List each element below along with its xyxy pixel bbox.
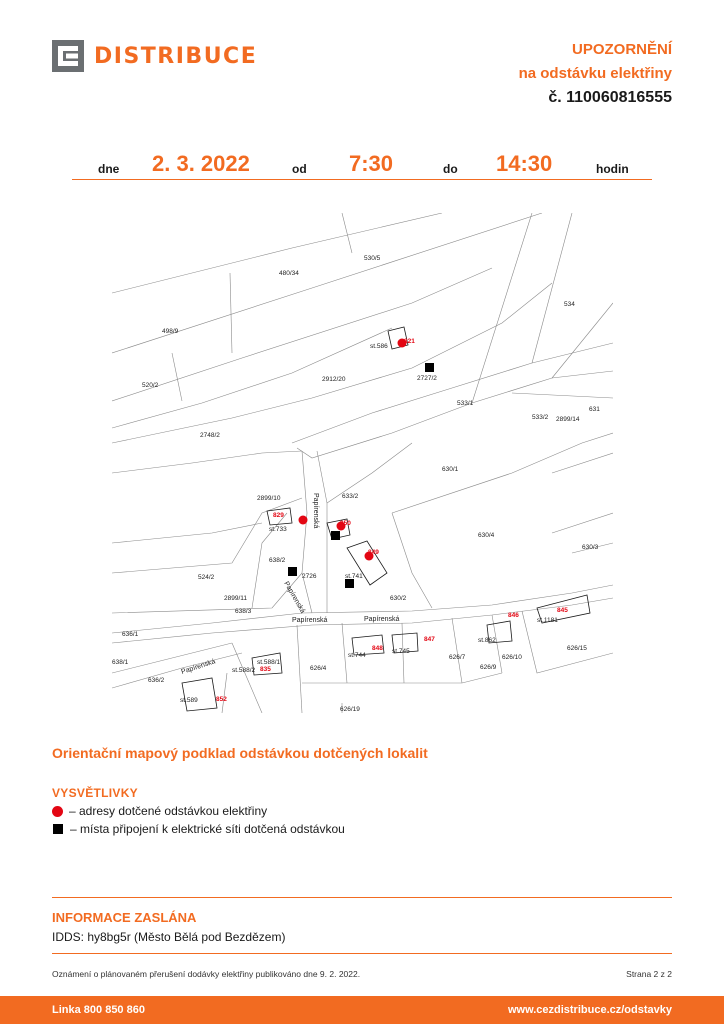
svg-text:2899/14: 2899/14 bbox=[556, 416, 580, 423]
svg-text:2727/2: 2727/2 bbox=[417, 375, 437, 382]
svg-text:630/4: 630/4 bbox=[478, 532, 495, 539]
legend-item bbox=[52, 804, 267, 818]
svg-text:530/5: 530/5 bbox=[364, 255, 381, 262]
red-dot-icon bbox=[52, 806, 63, 817]
notice-header bbox=[519, 38, 672, 110]
svg-text:498/9: 498/9 bbox=[162, 328, 179, 335]
svg-text:st.589: st.589 bbox=[180, 697, 198, 704]
svg-text:Papírenská: Papírenská bbox=[312, 493, 319, 529]
svg-text:636/1: 636/1 bbox=[122, 631, 139, 638]
svg-text:480/34: 480/34 bbox=[279, 270, 299, 277]
svg-text:2748/2: 2748/2 bbox=[200, 432, 220, 439]
divider bbox=[52, 897, 672, 898]
day-label: dne bbox=[98, 162, 120, 176]
svg-text:st.741: st.741 bbox=[345, 573, 363, 580]
svg-text:626/15: 626/15 bbox=[567, 645, 587, 652]
website-link[interactable]: www.cezdistribuce.cz/odstavky bbox=[507, 1004, 672, 1016]
svg-text:849: 849 bbox=[368, 549, 379, 556]
page-number: Strana 2 z 2 bbox=[626, 969, 672, 979]
from-label: od bbox=[292, 162, 307, 176]
outage-date: 2. 3. 2022 bbox=[152, 151, 250, 176]
logo bbox=[52, 40, 257, 72]
info-title: INFORMACE ZASLÁNA bbox=[52, 910, 197, 925]
legend-title: VYSVĚTLIVKY bbox=[52, 786, 138, 800]
legend-item bbox=[52, 822, 345, 836]
notice-subtitle: na odstávku elektřiny bbox=[518, 65, 672, 82]
cadastral-map bbox=[112, 213, 613, 713]
svg-text:835: 835 bbox=[260, 666, 271, 673]
svg-text:630/1: 630/1 bbox=[442, 466, 459, 473]
svg-text:847: 847 bbox=[424, 636, 435, 643]
svg-text:st.744: st.744 bbox=[348, 652, 366, 659]
svg-text:st.588/2: st.588/2 bbox=[232, 667, 256, 674]
map-svg bbox=[112, 213, 613, 713]
svg-text:626/9: 626/9 bbox=[480, 664, 497, 671]
svg-text:524/2: 524/2 bbox=[198, 574, 215, 581]
svg-text:533/2: 533/2 bbox=[532, 414, 549, 421]
svg-text:631: 631 bbox=[589, 406, 600, 413]
svg-text:2912/20: 2912/20 bbox=[322, 376, 346, 383]
svg-text:626/7: 626/7 bbox=[449, 654, 466, 661]
svg-text:533/1: 533/1 bbox=[457, 400, 474, 407]
black-square-icon bbox=[53, 824, 63, 834]
divider bbox=[52, 953, 672, 954]
svg-text:638/1: 638/1 bbox=[112, 659, 129, 666]
legend-text: – místa připojení k elektrické síti dotčená odstávkou bbox=[70, 822, 345, 836]
from-time: 7:30 bbox=[349, 151, 394, 176]
svg-text:Papírenská: Papírenská bbox=[180, 658, 217, 676]
svg-text:638/3: 638/3 bbox=[235, 608, 252, 615]
svg-text:Papírenská: Papírenská bbox=[282, 580, 307, 615]
svg-text:846: 846 bbox=[508, 612, 519, 619]
svg-text:633/2: 633/2 bbox=[342, 493, 359, 500]
svg-text:845: 845 bbox=[557, 607, 568, 614]
svg-text:630/3: 630/3 bbox=[582, 544, 599, 551]
notice-number: č. 110060816555 bbox=[548, 89, 672, 106]
svg-text:st.733: st.733 bbox=[269, 526, 287, 533]
svg-text:626/4: 626/4 bbox=[310, 665, 327, 672]
svg-text:626/10: 626/10 bbox=[502, 654, 522, 661]
notice-title: UPOZORNĚNÍ bbox=[571, 41, 672, 58]
svg-text:852: 852 bbox=[216, 696, 227, 703]
svg-text:520/2: 520/2 bbox=[142, 382, 159, 389]
svg-text:st.586: st.586 bbox=[370, 343, 388, 350]
svg-text:630/2: 630/2 bbox=[390, 595, 407, 602]
svg-text:821: 821 bbox=[404, 338, 415, 345]
to-label: do bbox=[443, 162, 458, 176]
svg-text:848: 848 bbox=[372, 645, 383, 652]
svg-text:st.1181: st.1181 bbox=[537, 617, 558, 624]
svg-text:2726: 2726 bbox=[302, 573, 317, 580]
cez-logo-icon bbox=[52, 40, 84, 72]
brand-name: DISTRIBUCE bbox=[94, 43, 258, 69]
svg-text:829: 829 bbox=[273, 512, 284, 519]
svg-text:st.588/1: st.588/1 bbox=[257, 659, 281, 666]
schedule-row bbox=[72, 148, 652, 180]
svg-text:st.745: st.745 bbox=[392, 648, 410, 655]
svg-text:850: 850 bbox=[340, 520, 351, 527]
map-caption: Orientační mapový podklad odstávkou dotčených lokalit bbox=[52, 745, 428, 761]
to-time: 14:30 bbox=[496, 151, 553, 176]
svg-text:2899/10: 2899/10 bbox=[257, 495, 281, 502]
svg-text:638/2: 638/2 bbox=[269, 557, 286, 564]
info-text: IDDS: hy8bg5r (Město Bělá pod Bezdězem) bbox=[52, 930, 286, 944]
svg-text:st.862: st.862 bbox=[478, 637, 496, 644]
svg-text:2899/11: 2899/11 bbox=[224, 595, 248, 602]
publication-note: Oznámení o plánovaném přerušení dodávky elektřiny publikováno dne 9. 2. 2022. bbox=[52, 969, 361, 979]
svg-text:Papírenská: Papírenská bbox=[364, 616, 400, 623]
hotline-phone: Linka 800 850 860 bbox=[52, 1004, 145, 1016]
footer-bar bbox=[0, 996, 724, 1024]
svg-text:Papírenská: Papírenská bbox=[292, 617, 328, 624]
svg-text:534: 534 bbox=[564, 301, 575, 308]
svg-text:626/19: 626/19 bbox=[340, 706, 360, 713]
unit-label: hodin bbox=[596, 162, 629, 176]
legend-text: – adresy dotčené odstávkou elektřiny bbox=[69, 804, 268, 818]
svg-text:636/2: 636/2 bbox=[148, 677, 165, 684]
